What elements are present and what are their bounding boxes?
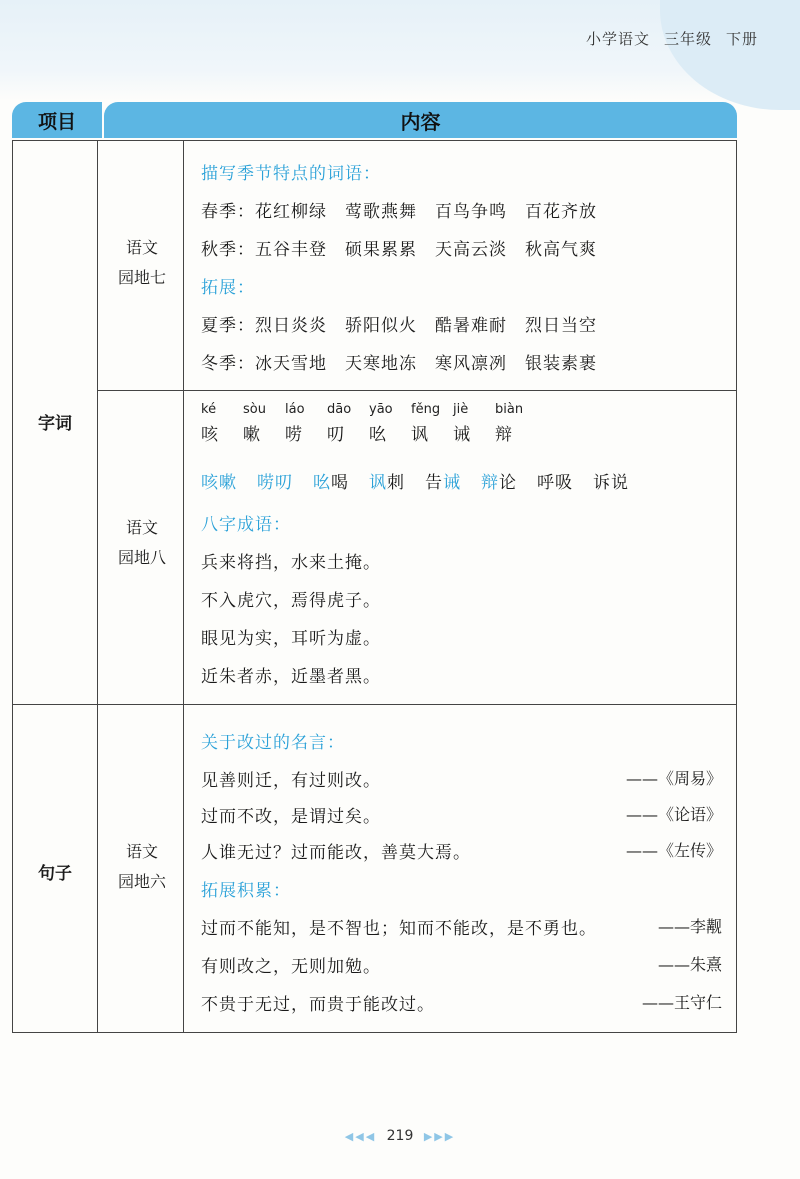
vocab-word — [425, 473, 461, 493]
character: 诫 — [453, 425, 470, 445]
heading: 关于改过的名言： — [201, 733, 345, 753]
group-label-line: 语文 — [125, 518, 158, 537]
vocab-word-highlight: 辩 — [481, 473, 499, 493]
quote-text: 过而不能知，是不智也；知而不能改，是不勇也。 — [201, 919, 597, 939]
character: 叨 — [327, 425, 344, 445]
content-yuandi7 — [185, 141, 728, 390]
page-footer — [0, 1128, 800, 1144]
vocab-word — [313, 473, 349, 493]
pinyin-syllable: dāo — [327, 402, 352, 417]
heading: 拓展积累： — [201, 881, 291, 901]
word-line: 夏季：烈日炎炎 骄阳似火 酷暑难耐 烈日当空 — [201, 316, 597, 336]
vocab-word-highlight: 讽 — [369, 473, 387, 493]
group-label-line: 园地七 — [117, 268, 166, 287]
quote-text: 有则改之，无则加勉。 — [201, 957, 381, 977]
vocab-word-plain: 论 — [499, 473, 517, 493]
group-label-line: 园地六 — [117, 872, 166, 891]
vocab-word — [201, 473, 237, 493]
table-header — [12, 102, 737, 140]
group-label-line: 园地八 — [117, 548, 166, 567]
word-line: 冬季：冰天雪地 天寒地冻 寒风凛冽 银装素裹 — [201, 354, 597, 374]
vocab-word — [257, 473, 293, 493]
character: 讽 — [411, 425, 428, 445]
group-label-yuandi7 — [99, 233, 185, 293]
table-body — [12, 140, 737, 1033]
group-label-yuandi6 — [99, 837, 185, 897]
quote-source: ——王守仁 — [641, 993, 722, 1012]
group-label-line: 语文 — [125, 238, 158, 257]
content-yuandi6 — [185, 704, 728, 1034]
pinyin-syllable: fěng — [411, 402, 441, 417]
summary-table — [12, 102, 737, 1015]
quote-text: 过而不改，是谓过矣。 — [201, 807, 381, 827]
subject-label: 小学语文 — [585, 30, 650, 48]
quote-text: 不贵于无过，而贵于能改过。 — [201, 995, 435, 1015]
header-content: 内容 — [104, 102, 737, 138]
quote-text: 人谁无过？过而能改，善莫大焉。 — [201, 843, 471, 863]
left-arrows-icon: ◀◀◀ — [344, 1130, 377, 1143]
header-item: 项目 — [12, 102, 102, 138]
pinyin-syllable: jiè — [453, 402, 469, 417]
vocab-word-highlight: 吆 — [313, 473, 331, 493]
heading: 拓展： — [201, 278, 255, 298]
pinyin-syllable: yāo — [369, 402, 393, 417]
idiom-line: 兵来将挡，水来土掩。 — [201, 553, 381, 573]
pinyin-syllable: ké — [201, 402, 217, 417]
vocab-word-plain: 刺 — [387, 473, 405, 493]
quote-source: ——《周易》 — [625, 769, 722, 788]
pinyin-syllable: biàn — [495, 402, 524, 417]
page-number: 219 — [386, 1128, 414, 1144]
vocab-word-plain: 诉说 — [593, 473, 629, 493]
col-divider — [97, 141, 98, 1032]
word-row — [201, 468, 649, 493]
group-label-yuandi8 — [99, 513, 185, 573]
vocab-word-highlight: 唠叨 — [257, 473, 293, 493]
pinyin-syllable: láo — [285, 402, 305, 417]
quote-source: ——《论语》 — [625, 805, 722, 824]
quote-source: ——《左传》 — [625, 841, 722, 860]
volume-label: 下册 — [725, 30, 758, 48]
vocab-word-highlight: 咳嗽 — [201, 473, 237, 493]
quote-text: 见善则迁，有过则改。 — [201, 771, 381, 791]
character: 咳 — [201, 425, 218, 445]
idiom-line: 不入虎穴，焉得虎子。 — [201, 591, 381, 611]
vocab-word — [369, 473, 405, 493]
character: 唠 — [285, 425, 302, 445]
vocab-word — [593, 473, 629, 493]
heading: 描写季节特点的词语： — [201, 164, 381, 184]
idiom-line: 近朱者赤，近墨者黑。 — [201, 667, 381, 687]
group-label-line: 语文 — [125, 842, 158, 861]
vocab-word — [481, 473, 517, 493]
word-line: 春季：花红柳绿 莺歌燕舞 百鸟争鸣 百花齐放 — [201, 202, 597, 222]
vocab-word-plain: 喝 — [331, 473, 349, 493]
word-line: 秋季：五谷丰登 硕果累累 天高云淡 秋高气爽 — [201, 240, 597, 260]
content-yuandi8 — [185, 390, 728, 704]
character: 辩 — [495, 425, 512, 445]
pinyin-syllable: sòu — [243, 402, 266, 417]
book-label — [586, 28, 758, 49]
vocab-word-highlight: 诫 — [443, 473, 461, 493]
vocab-word-plain: 呼吸 — [537, 473, 573, 493]
vocab-word-plain: 告 — [425, 473, 443, 493]
character: 嗽 — [243, 425, 260, 445]
character: 吆 — [369, 425, 386, 445]
vocab-word — [537, 473, 573, 493]
category-sentences: 句子 — [38, 864, 72, 884]
quote-source: ——朱熹 — [657, 955, 722, 974]
right-arrows-icon: ▶▶▶ — [423, 1130, 456, 1143]
category-words: 字词 — [38, 414, 72, 434]
heading: 八字成语： — [201, 515, 291, 535]
idiom-line: 眼见为实，耳听为虚。 — [201, 629, 381, 649]
quote-source: ——李觏 — [657, 917, 722, 936]
grade-label: 三年级 — [663, 30, 712, 48]
